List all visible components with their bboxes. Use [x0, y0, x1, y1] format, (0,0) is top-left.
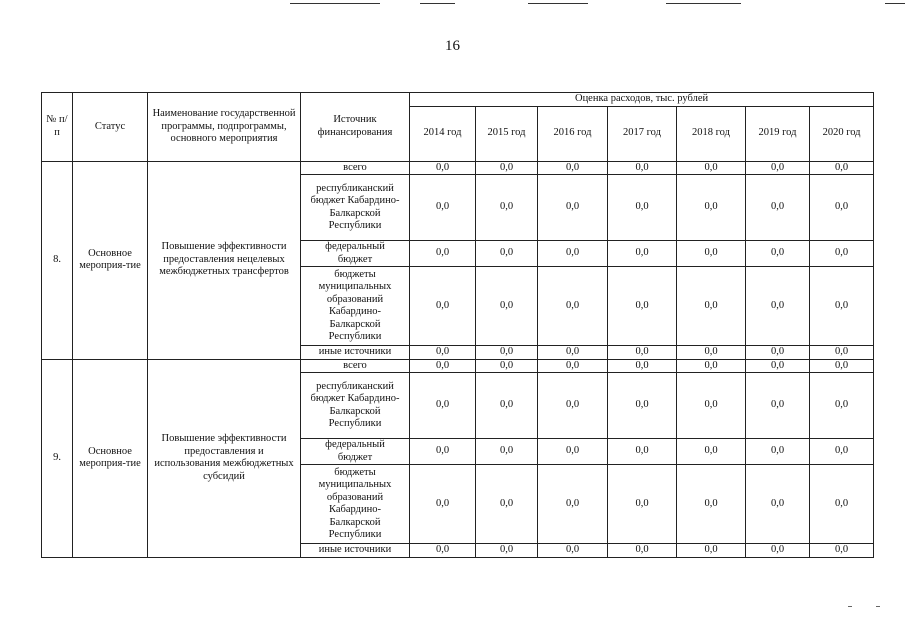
value-cell: 0,0: [476, 241, 538, 267]
value-cell: 0,0: [410, 439, 476, 465]
value-cell: 0,0: [746, 346, 810, 360]
row-source: федеральный бюджет: [301, 241, 410, 267]
value-cell: 0,0: [538, 161, 608, 175]
value-cell: 0,0: [810, 465, 874, 544]
value-cell: 0,0: [677, 161, 746, 175]
row-source: иные источники: [301, 346, 410, 360]
value-cell: 0,0: [476, 161, 538, 175]
table-row: [42, 161, 874, 175]
header-year: 2019 год: [746, 106, 810, 161]
value-cell: 0,0: [810, 175, 874, 241]
value-cell: 0,0: [608, 544, 677, 558]
value-cell: 0,0: [538, 373, 608, 439]
value-cell: 0,0: [677, 359, 746, 373]
value-cell: 0,0: [746, 359, 810, 373]
value-cell: 0,0: [608, 465, 677, 544]
value-cell: 0,0: [476, 359, 538, 373]
value-cell: 0,0: [608, 373, 677, 439]
row-number: 8.: [42, 161, 73, 359]
row-source: бюджеты муниципальных образований Кабардино-Балкарской Республики: [301, 465, 410, 544]
value-cell: 0,0: [538, 267, 608, 346]
value-cell: 0,0: [608, 241, 677, 267]
header-year: 2018 год: [677, 106, 746, 161]
value-cell: 0,0: [410, 346, 476, 360]
value-cell: 0,0: [746, 439, 810, 465]
header-source: Источник финансирования: [301, 93, 410, 162]
header-year: 2015 год: [476, 106, 538, 161]
value-cell: 0,0: [810, 346, 874, 360]
value-cell: 0,0: [677, 373, 746, 439]
header-estimate: Оценка расходов, тыс. рублей: [410, 93, 874, 107]
row-source: республиканский бюджет Кабардино-Балкарской Республики: [301, 373, 410, 439]
value-cell: 0,0: [608, 267, 677, 346]
value-cell: 0,0: [538, 346, 608, 360]
value-cell: 0,0: [810, 267, 874, 346]
value-cell: 0,0: [746, 373, 810, 439]
value-cell: 0,0: [746, 465, 810, 544]
value-cell: 0,0: [677, 439, 746, 465]
value-cell: 0,0: [476, 346, 538, 360]
value-cell: 0,0: [677, 465, 746, 544]
value-cell: 0,0: [538, 241, 608, 267]
value-cell: 0,0: [746, 267, 810, 346]
value-cell: 0,0: [476, 465, 538, 544]
header-year: 2014 год: [410, 106, 476, 161]
header-year: 2020 год: [810, 106, 874, 161]
value-cell: 0,0: [746, 175, 810, 241]
value-cell: 0,0: [476, 175, 538, 241]
value-cell: 0,0: [410, 544, 476, 558]
row-source: федеральный бюджет: [301, 439, 410, 465]
value-cell: 0,0: [538, 175, 608, 241]
row-status: Основное мероприя-тие: [73, 359, 148, 557]
value-cell: 0,0: [538, 439, 608, 465]
value-cell: 0,0: [410, 465, 476, 544]
value-cell: 0,0: [810, 373, 874, 439]
row-name: Повышение эффективности предоставления нецелевых межбюджетных трансфертов: [148, 161, 301, 359]
value-cell: 0,0: [410, 359, 476, 373]
value-cell: 0,0: [810, 359, 874, 373]
value-cell: 0,0: [608, 439, 677, 465]
value-cell: 0,0: [476, 373, 538, 439]
value-cell: 0,0: [476, 439, 538, 465]
row-source: всего: [301, 161, 410, 175]
value-cell: 0,0: [410, 373, 476, 439]
value-cell: 0,0: [677, 175, 746, 241]
value-cell: 0,0: [410, 241, 476, 267]
value-cell: 0,0: [677, 544, 746, 558]
value-cell: 0,0: [746, 241, 810, 267]
value-cell: 0,0: [476, 267, 538, 346]
row-source: республиканский бюджет Кабардино-Балкарской Республики: [301, 175, 410, 241]
value-cell: 0,0: [810, 544, 874, 558]
header-status: Статус: [73, 93, 148, 162]
row-source: всего: [301, 359, 410, 373]
row-source: бюджеты муниципальных образований Кабардино-Балкарской Республики: [301, 267, 410, 346]
row-source: иные источники: [301, 544, 410, 558]
value-cell: 0,0: [746, 161, 810, 175]
header-num: № п/п: [42, 93, 73, 162]
table-body: [42, 161, 874, 557]
value-cell: 0,0: [410, 161, 476, 175]
value-cell: 0,0: [810, 439, 874, 465]
table-row: [42, 359, 874, 373]
value-cell: 0,0: [410, 267, 476, 346]
value-cell: 0,0: [538, 359, 608, 373]
value-cell: 0,0: [608, 161, 677, 175]
page-number: 16: [445, 38, 460, 54]
header-year: 2017 год: [608, 106, 677, 161]
value-cell: 0,0: [608, 175, 677, 241]
value-cell: 0,0: [746, 544, 810, 558]
value-cell: 0,0: [810, 241, 874, 267]
header-name: Наименование государственной программы, подпрограммы, основного мероприятия: [148, 93, 301, 162]
value-cell: 0,0: [538, 544, 608, 558]
value-cell: 0,0: [608, 359, 677, 373]
value-cell: 0,0: [677, 346, 746, 360]
row-number: 9.: [42, 359, 73, 557]
value-cell: 0,0: [677, 241, 746, 267]
row-status: Основное мероприя-тие: [73, 161, 148, 359]
expenses-table: [41, 92, 874, 558]
value-cell: 0,0: [810, 161, 874, 175]
scan-top-lines: [0, 0, 905, 8]
scan-mark: [848, 606, 852, 607]
scan-mark: [876, 606, 880, 607]
header-year: 2016 год: [538, 106, 608, 161]
row-name: Повышение эффективности предоставления и использования межбюджетных субсидий: [148, 359, 301, 557]
value-cell: 0,0: [538, 465, 608, 544]
value-cell: 0,0: [476, 544, 538, 558]
value-cell: 0,0: [410, 175, 476, 241]
value-cell: 0,0: [608, 346, 677, 360]
value-cell: 0,0: [677, 267, 746, 346]
